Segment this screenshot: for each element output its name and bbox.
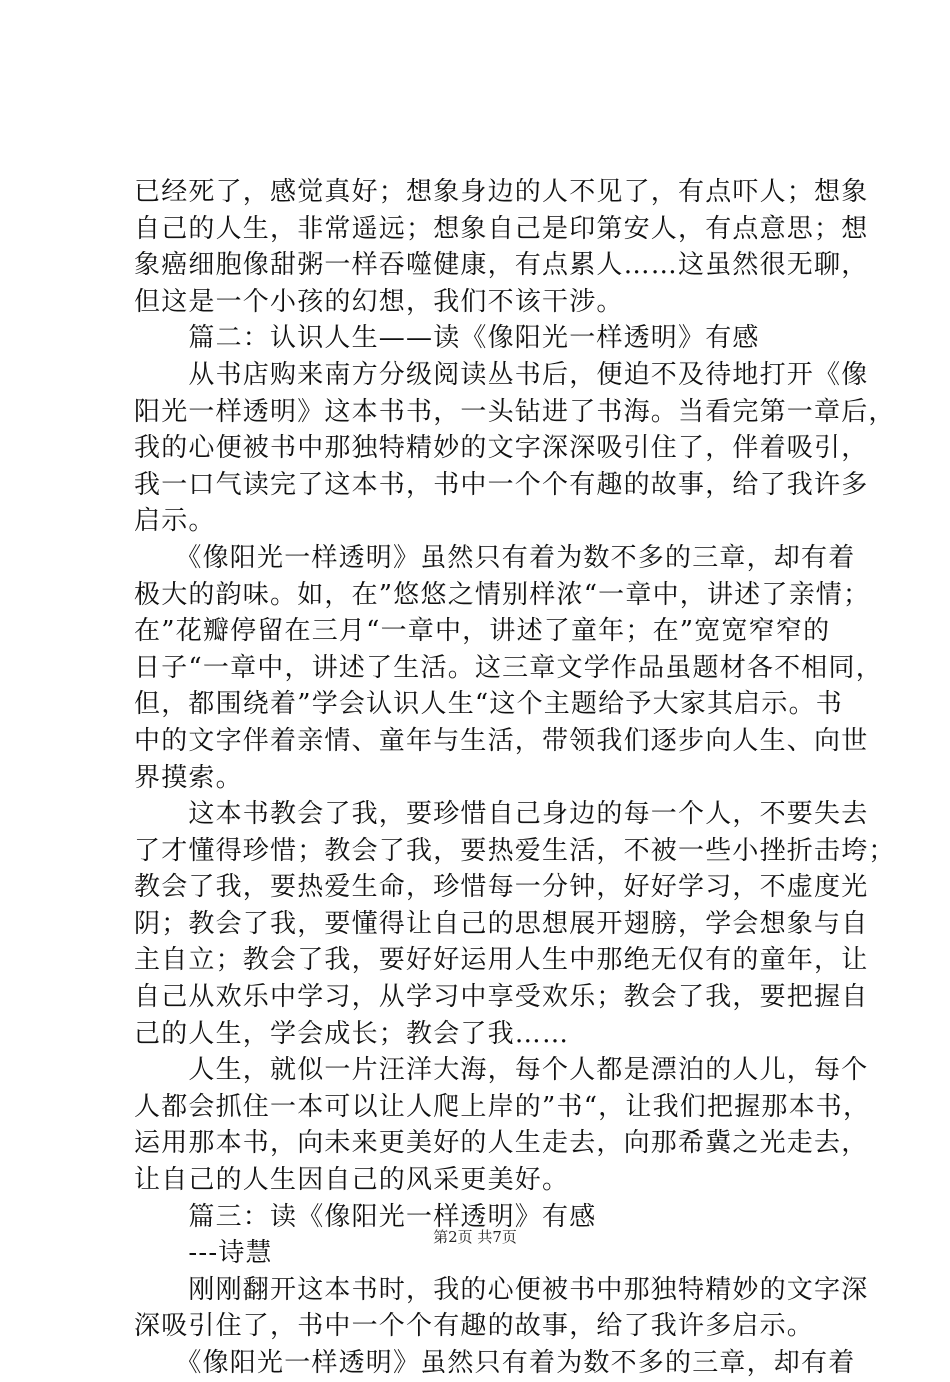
text-line: 自己从欢乐中学习，从学习中享受欢乐；教会了我，要把握自 xyxy=(134,982,869,1013)
text-line: 人都会抓住一本可以让人爬上岸的”书“，让我们把握那本书， xyxy=(134,1091,871,1122)
text-line: 但，都围绕着”学会认识人生“这个主题给予大家其启示。书 xyxy=(134,689,843,720)
text-line: 己的人生，学会成长；教会了我…… xyxy=(134,1018,570,1049)
author-line: ---诗慧 xyxy=(134,1238,273,1269)
text-line: 但这是一个小孩的幻想，我们不该干涉。 xyxy=(134,286,624,317)
text-line: 已经死了，感觉真好；想象身边的人不见了，有点吓人；想象 xyxy=(134,177,869,207)
page-number-footer: 第2页 共7页 xyxy=(433,1228,517,1246)
section-heading: 篇三：读《像阳光一样透明》有感 xyxy=(134,1201,597,1232)
text-line: 中的文字伴着亲情、童年与生活，带领我们逐步向人生、向世 xyxy=(134,725,869,756)
text-line: 教会了我，要热爱生命，珍惜每一分钟，好好学习，不虚度光 xyxy=(134,872,869,903)
text-line: 这本书教会了我，要珍惜自己身边的每一个人，不要失去 xyxy=(134,799,869,830)
body-text xyxy=(134,174,896,1382)
text-line: 《像阳光一样透明》虽然只有着为数不多的三章，却有着 xyxy=(134,542,856,573)
text-line: 界摸索。 xyxy=(134,762,243,793)
text-line: 主自立；教会了我，要好好运用人生中那绝无仅有的童年，让 xyxy=(134,945,869,976)
text-line: 从书店购来南方分级阅读丛书后，便迫不及待地打开《像 xyxy=(134,359,869,390)
text-line: 让自己的人生因自己的风采更美好。 xyxy=(134,1165,570,1196)
text-line: 阴；教会了我，要懂得让自己的思想展开翅膀，学会想象与自 xyxy=(134,908,869,939)
text-line: 运用那本书，向未来更美好的人生走去，向那希冀之光走去， xyxy=(134,1128,869,1159)
text-line: 我的心便被书中那独特精妙的文字深深吸引住了，伴着吸引， xyxy=(134,433,869,464)
text-line: 在”花瓣停留在三月“一章中，讲述了童年；在”宽宽窄窄的 xyxy=(134,616,831,647)
text-line: 了才懂得珍惜；教会了我，要热爱生活，不被一些小挫折击垮； xyxy=(134,835,896,866)
text-line: 启示。 xyxy=(134,506,216,537)
section-heading: 篇二：认识人生——读《像阳光一样透明》有感 xyxy=(134,323,760,354)
text-line: 刚刚翻开这本书时，我的心便被书中那独特精妙的文字深 xyxy=(134,1274,869,1305)
text-line: 人生，就似一片汪洋大海，每个人都是漂泊的人儿，每个 xyxy=(134,1055,869,1086)
text-line: 极大的韵味。如，在”悠悠之情别样浓“一章中，讲述了亲情； xyxy=(134,579,871,610)
text-line: 《像阳光一样透明》虽然只有着为数不多的三章，却有着 xyxy=(134,1348,856,1378)
text-line: 阳光一样透明》这本书书，一头钻进了书海。当看完第一章后， xyxy=(134,396,896,427)
text-line: 日子“一章中，讲述了生活。这三章文学作品虽题材各不相同， xyxy=(134,652,883,683)
text-line: 深吸引住了，书中一个个有趣的故事，给了我许多启示。 xyxy=(134,1311,815,1342)
text-line: 象癌细胞像甜粥一样吞噬健康，有点累人……这虽然很无聊， xyxy=(134,250,869,281)
text-line: 自己的人生，非常遥远；想象自己是印第安人，有点意思；想 xyxy=(134,213,869,244)
text-line: 我一口气读完了这本书，书中一个个有趣的故事，给了我许多 xyxy=(134,469,869,500)
